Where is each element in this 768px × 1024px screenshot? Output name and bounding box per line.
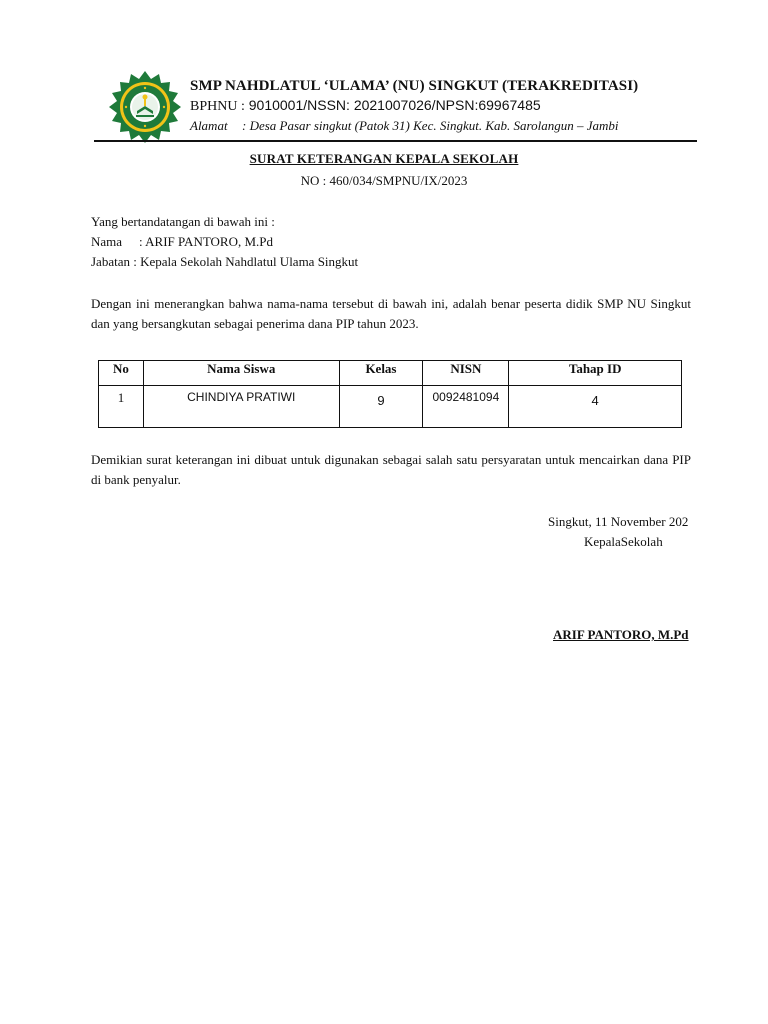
table-row <box>99 386 682 428</box>
position-row <box>91 252 691 272</box>
letterhead-divider <box>94 140 697 142</box>
student-table <box>98 360 682 428</box>
header-class: Kelas <box>339 361 423 386</box>
signature-name: ARIF PANTORO, M.Pd <box>553 627 689 642</box>
closing-paragraph: Demikian surat keterangan ini dibuat untuk digunakan sebagai salah satu persyaratan untuk mencairkan dana PIP di bank penyalur. <box>91 452 691 487</box>
name-row <box>91 232 691 252</box>
name-label: Nama <box>91 234 123 249</box>
position-label: Jabatan <box>91 254 130 269</box>
cell-class: 9 <box>339 386 423 428</box>
document-number: NO : 460/034/SMPNU/IX/2023 <box>300 173 468 188</box>
signature-role: KepalaSekolah <box>584 534 663 549</box>
school-identifiers <box>190 96 660 116</box>
name-value: : ARIF PANTORO, M.Pd <box>139 234 274 249</box>
header-stage-id: Tahap ID <box>509 361 682 386</box>
header-student-name: Nama Siswa <box>143 361 339 386</box>
position-value: : Kepala Sekolah Nahdlatul Ulama Singkut <box>133 254 359 269</box>
opening-line: Yang bertandatangan di bawah ini : <box>91 214 275 229</box>
cell-student-name: CHINDIYA PRATIWI <box>143 386 339 428</box>
address-label: Alamat <box>190 118 228 133</box>
document-heading <box>0 151 768 191</box>
statement-paragraph: Dengan ini menerangkan bahwa nama-nama tersebut di bawah ini, adalah benar peserta didik SMP NU Singkut dan yang bersangkutan sebagai penerima dana PIP tahun 2023. <box>91 296 691 331</box>
table-header-row <box>99 361 682 386</box>
cell-no: 1 <box>99 386 144 428</box>
identifiers-label: BPHNU : <box>190 99 245 114</box>
address-value: : Desa Pasar singkut (Patok 31) Kec. Singkut. Kab. Sarolangun – Jambi <box>242 118 619 133</box>
letterhead <box>190 77 660 136</box>
signature-place-date: Singkut, 11 November 202 <box>548 514 689 529</box>
school-address <box>190 116 660 136</box>
cell-nisn: 0092481094 <box>423 386 509 428</box>
document-title: SURAT KETERANGAN KEPALA SEKOLAH <box>249 151 519 166</box>
school-logo-icon <box>108 70 182 144</box>
signatory-info <box>91 212 691 272</box>
identifiers-value: 9010001/NSSN: 2021007026/NPSN:69967485 <box>244 97 541 113</box>
header-nisn: NISN <box>423 361 509 386</box>
school-name: SMP NAHDLATUL ‘ULAMA’ (NU) SINGKUT (TERAKREDITASI) <box>190 78 639 94</box>
header-no: No <box>99 361 144 386</box>
cell-stage-id: 4 <box>509 386 682 428</box>
